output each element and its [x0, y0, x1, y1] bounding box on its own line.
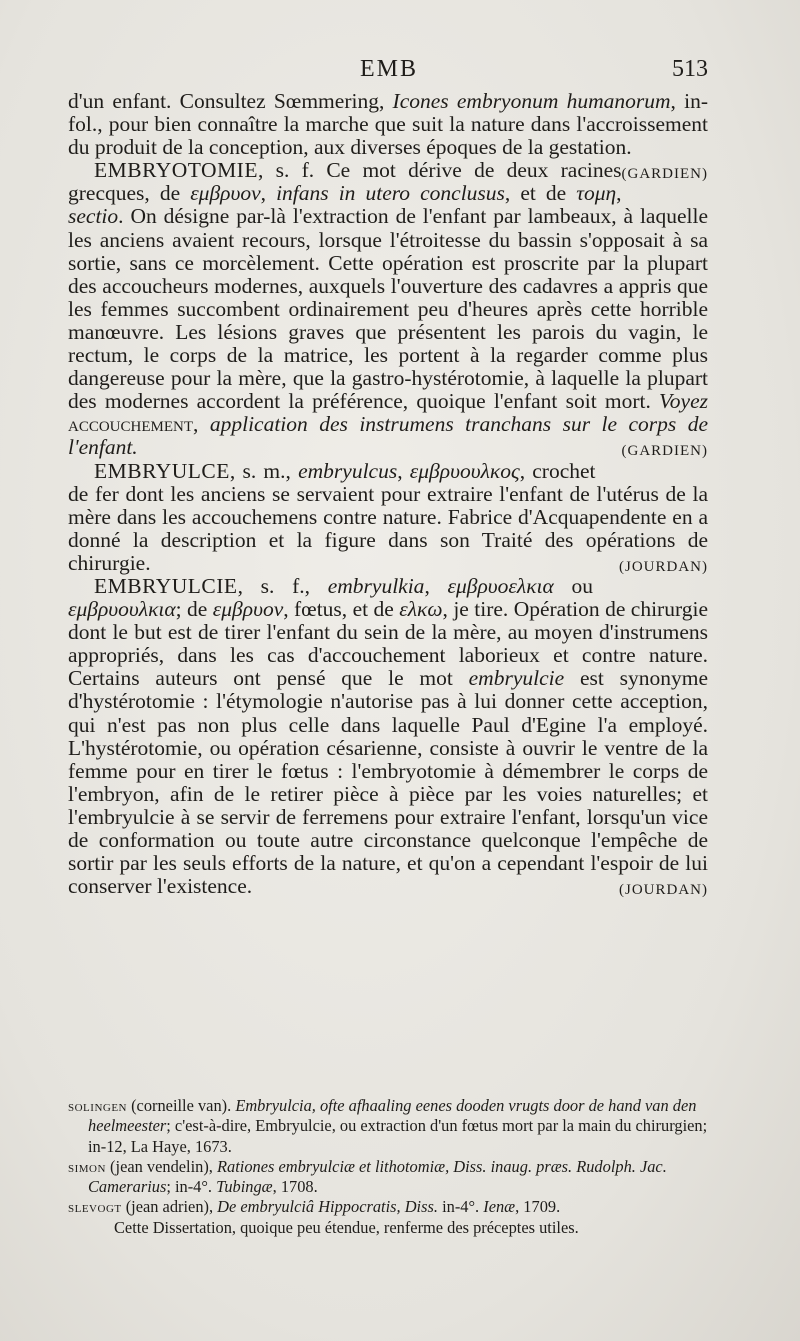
text-run: ou	[553, 573, 593, 598]
author-signature: (GARDIEN)	[621, 166, 708, 183]
latin-word: sectio	[68, 204, 119, 229]
greek-word: εμβρυον	[190, 181, 261, 206]
text-run: est synonyme d'hystérotomie : l'étymologie n'autorise pas à lui donner cette acception, qui n'est pas non plus celle dans laquelle Paul d'Egine l'a employé. L'hystérotomie, ou opération césarienne, consiste à ouvrir le ventre de la femme pour en tirer le fœtus : l'embryotomie à démembrer le corps de l'embryon, afin de le retirer pièce à pièce par les voies naturelles; et l'embryulcie à se servir de ferremens pour extraire l'enfant, lorsqu'un vice de conformation ou toute autre circonstance quelconque l'empêche de sortir par les seuls efforts de la nature, et qu'on a cependant l'espoir de lui conserver l'existence.	[68, 666, 708, 899]
bibliography-note: Cette Dissertation, quoique peu étendue, renferme des préceptes utiles.	[114, 1217, 579, 1237]
text-run: ,	[424, 573, 448, 598]
page-header	[70, 56, 708, 86]
text-run: , et de	[504, 181, 577, 206]
bib-author: solingen	[68, 1096, 127, 1115]
greek-word: εμβρυουλκια	[68, 597, 176, 622]
latin-word: embryulcus	[298, 458, 398, 483]
text-run: ,	[397, 458, 410, 483]
bibliography-entry	[68, 1197, 713, 1217]
text-run: , fœtus, et de	[283, 597, 400, 622]
greek-word: τομη	[576, 181, 617, 206]
entry-embryotomie	[68, 159, 708, 459]
italic-term: embryulcie	[468, 666, 565, 691]
entry-headword: EMBRYOTOMIE	[94, 158, 258, 183]
bib-details: ; c'est-à-dire, Embryulcie, ou extraction d'un fœtus mort par la main du chirurgien; in-12, La Haye, 1673.	[88, 1116, 708, 1156]
author-signature: (JOURDAN)	[619, 882, 708, 899]
text-run: , s. m.,	[229, 458, 299, 483]
bib-author: slevogt	[68, 1197, 122, 1217]
text-run: , je tire. Opération de chirurgie dont le but est de tirer l'enfant du sein de la mère, au moyen d'instrumens appropriés, dans les cas d'accouchement laborieux et contre nature. Certains auteurs ont pensé que le mot	[68, 597, 708, 691]
author-signature: (GARDIEN)	[621, 443, 708, 460]
text-run: d'un enfant. Consultez Sœmmering,	[68, 89, 393, 113]
entry-embryulcie	[68, 575, 708, 898]
latin-word: embryulkia	[327, 573, 425, 598]
text-run: , crochet de fer dont les anciens se servaient pour extraire l'enfant de l'utérus de la mère dans les accouchemens contre nature. Fabrice d'Acquapendente en a donné la description et la figure dans son Traité des opérations de chirurgie.	[68, 458, 708, 575]
bibliography-entry	[68, 1096, 713, 1157]
running-head: EMB	[359, 56, 418, 82]
bib-author: simon	[68, 1156, 106, 1176]
text-run: ; de	[175, 597, 213, 622]
latin-phrase: infans in utero conclusus	[276, 181, 505, 206]
text-run: , in-fol., pour bien connaître la marche que suit la nature dans l'accroissement du produit de la conception, aux diverses époques de la gestation.	[68, 89, 708, 160]
bib-title: De embryulciâ Hippocratis, Diss.	[217, 1197, 438, 1217]
entry-headword: EMBRYULCE	[94, 458, 230, 483]
bib-author-name: (jean vendelin),	[105, 1156, 217, 1176]
text-run: , s. f.,	[237, 573, 328, 598]
greek-word: εμβρυον	[212, 597, 284, 622]
page-number: 513	[672, 56, 708, 82]
entry-headword: EMBRYULCIE	[94, 573, 238, 598]
cross-ref-word: accouchement	[68, 412, 194, 437]
bibliography-entry	[68, 1157, 713, 1198]
text-run: . On désigne par-là l'extraction de l'enfant par lambeaux, à laquelle les anciens avaient recours, lorsque l'étroitesse du bassin s'opposait à sa sortie, sans ce morcèlement. Cette opération est proscrite par la plupart des accoucheurs modernes, auxquels l'ouverture des cadavres a appris que les femmes succombent ordinairement peu d'heures après cette horrible manœuvre. Les lésions graves que présentent les parois du vagin, le rectum, le corps de la matrice, les portent à la regarder comme plus dangereuse pour la mère, que la gastro-hystérotomie, à laquelle la plupart des modernes accordent la préférence, quoique l'enfant soit mort.	[68, 204, 708, 414]
bib-year: , 1709.	[515, 1197, 561, 1217]
entry-embryulce	[68, 460, 708, 575]
bib-title: Rationes embryulciæ et lithotomiæ, Diss. inaug. præs. Rudolph. Jac. Camerarius	[88, 1156, 667, 1197]
bibliography	[68, 1096, 713, 1238]
author-signature: (JOURDAN)	[619, 558, 708, 575]
bib-place: Ienæ	[483, 1197, 516, 1217]
bib-author-name: (corneille van).	[127, 1096, 236, 1115]
cross-ref-label: Voyez	[659, 389, 708, 414]
text-run: ,	[193, 412, 210, 437]
greek-word: εμβρυοελκια	[447, 573, 554, 598]
cross-ref-phrase: application des instrumens tranchans sur le corps de l'enfant.	[68, 412, 708, 460]
text-run: ,	[616, 181, 622, 206]
greek-word: ελκω	[399, 597, 443, 622]
text-run: ,	[260, 181, 277, 206]
bib-details: ; in-4°.	[166, 1177, 217, 1197]
bib-place: Tubingæ	[216, 1177, 273, 1197]
bib-title: Embryulcia, ofte afhaaling eenes dooden vrugts door de hand van den heelmeester	[88, 1096, 697, 1136]
text-run: , s. f. Ce mot dérive de deux racines grecques, de	[68, 158, 622, 206]
bib-year: , 1708.	[272, 1177, 318, 1197]
bib-details: in-4°.	[437, 1197, 484, 1217]
greek-word: εμβρυουλκος	[409, 458, 520, 483]
italic-title: Icones embryonum humanorum	[392, 89, 671, 113]
bib-author-name: (jean adrien),	[121, 1197, 218, 1217]
main-text	[68, 90, 708, 902]
